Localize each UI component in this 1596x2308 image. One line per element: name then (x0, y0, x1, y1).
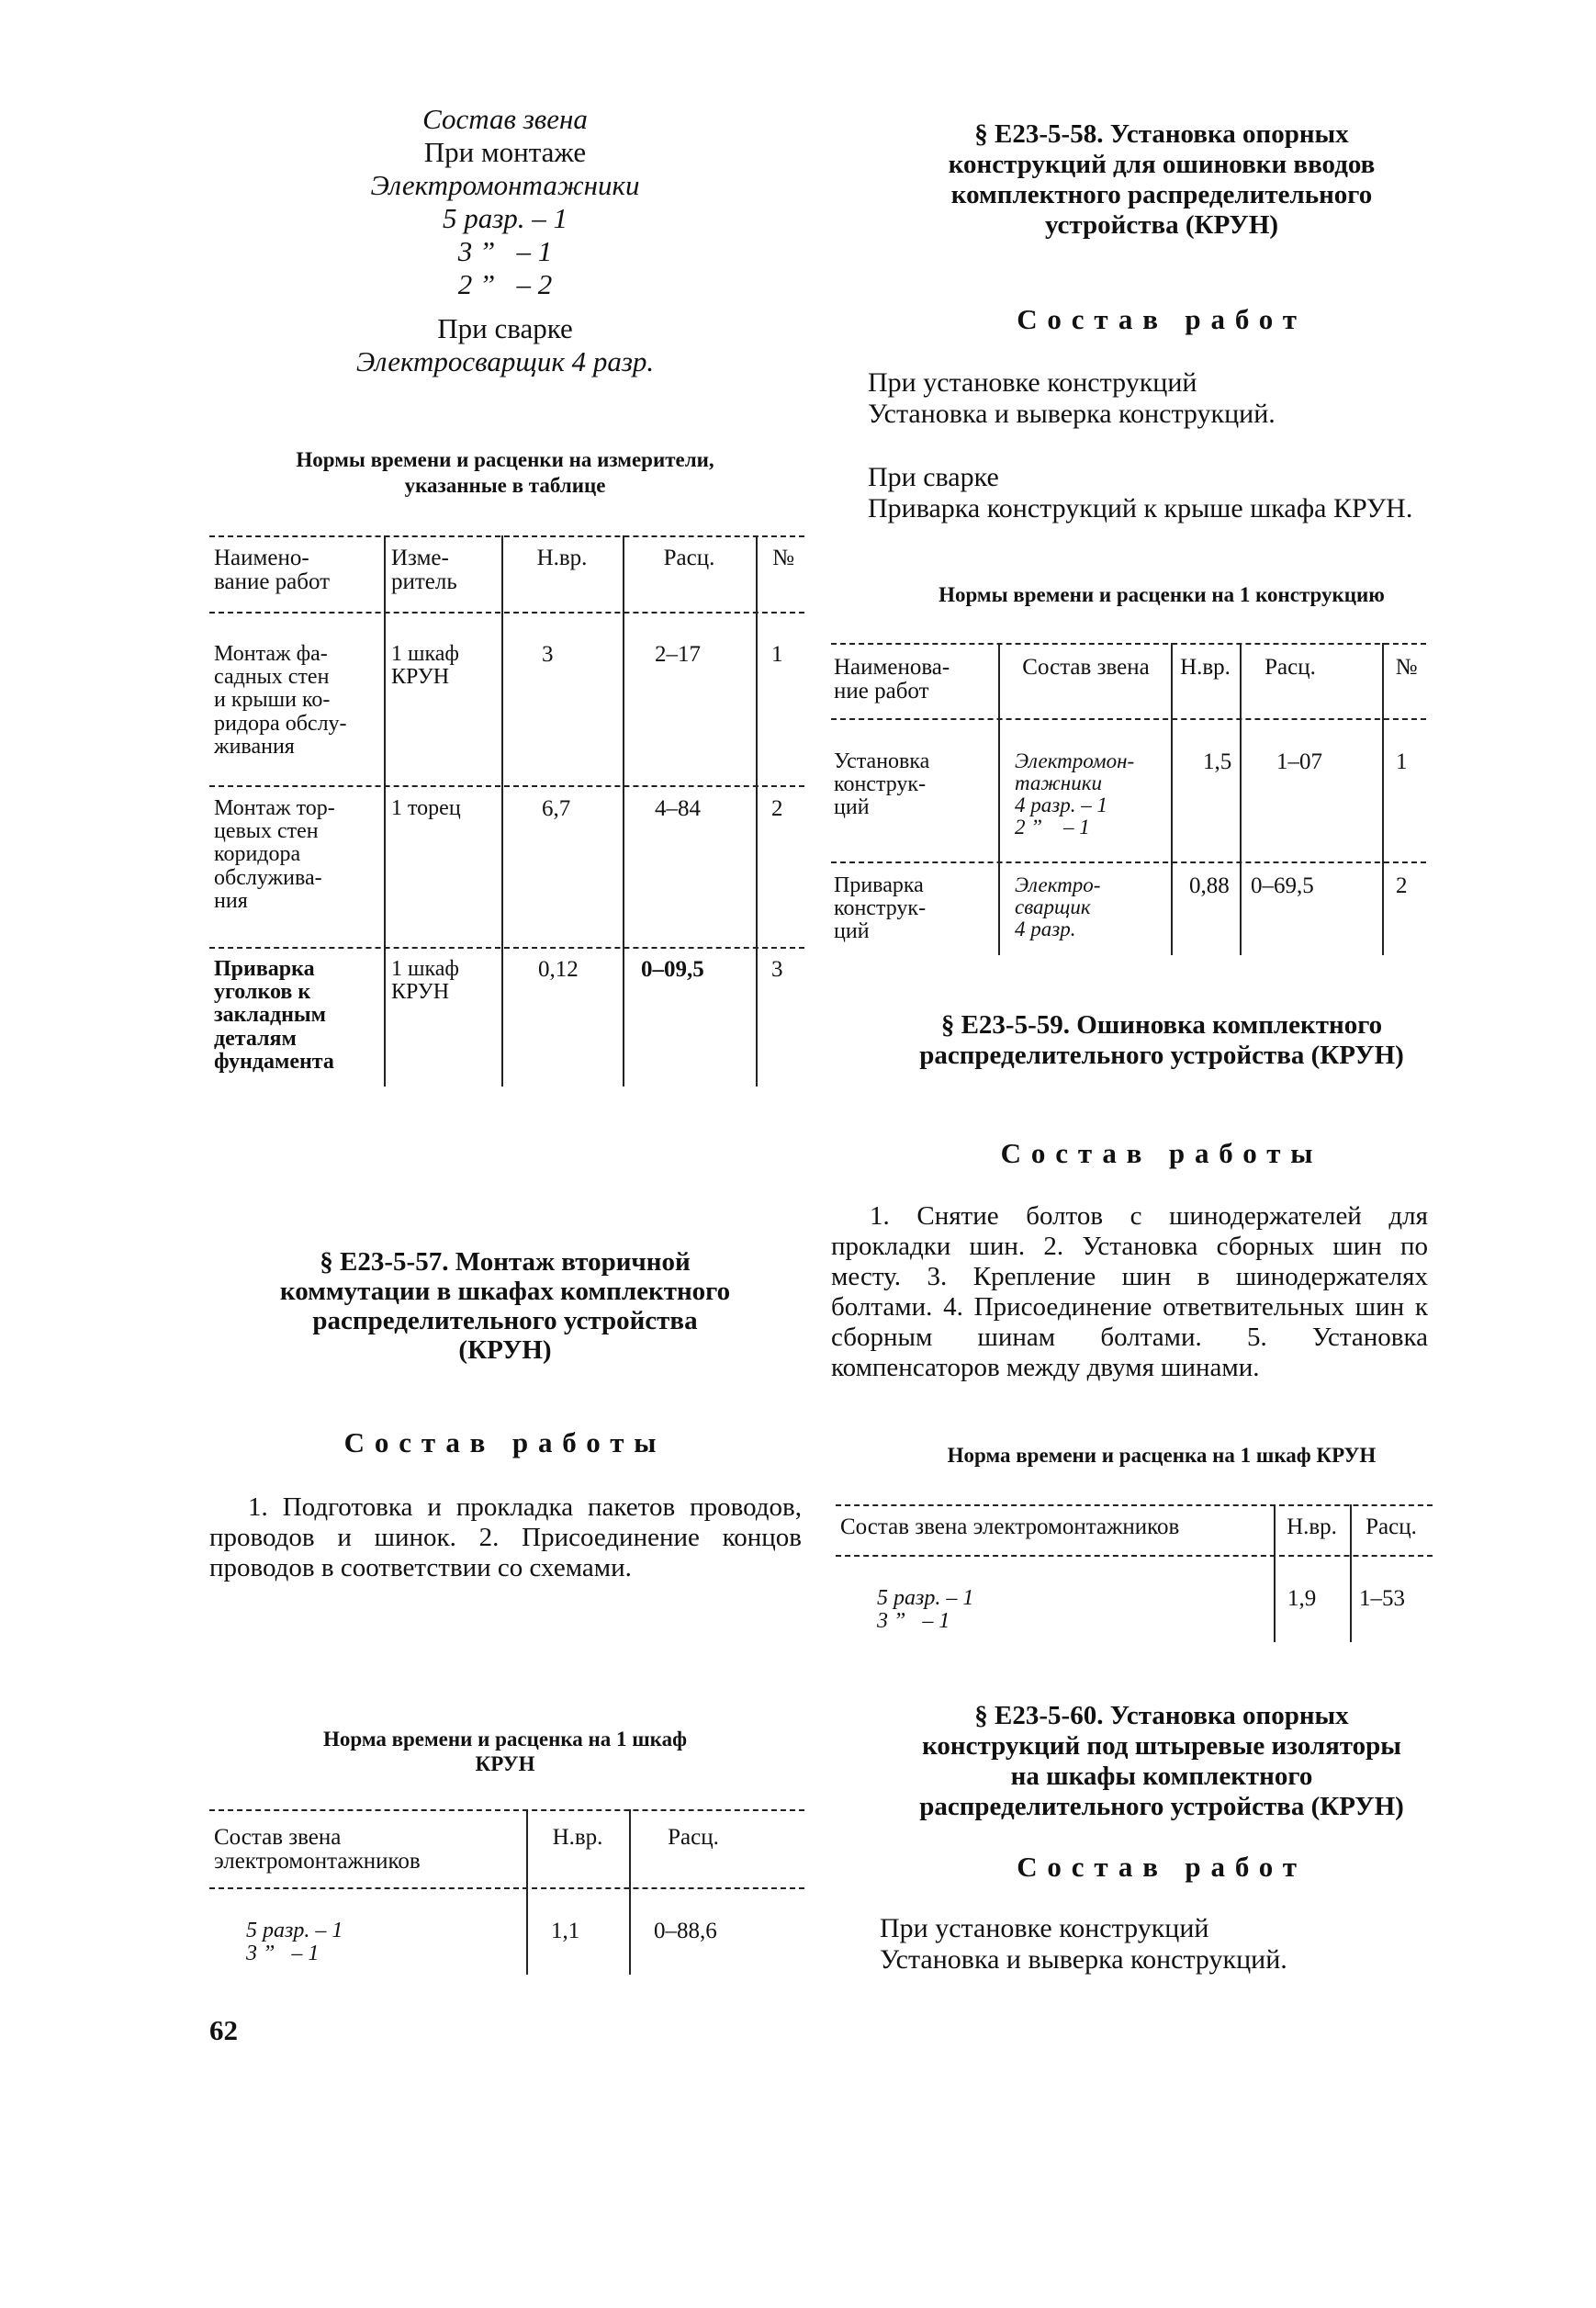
crew-line: 3 ” – 1 (457, 235, 553, 267)
section-57-work-heading: Состав работы (343, 1426, 667, 1458)
install-text: Установка и выверка конструкций. (880, 1944, 1287, 1975)
row-price: 2–17 (655, 642, 701, 667)
row-time: 6,7 (542, 796, 571, 821)
welding-label: При сварке (437, 312, 573, 344)
header-number: № (772, 546, 794, 570)
row-price: 0–88,6 (654, 1919, 717, 1943)
section-59-work-text: 1. Снятие болтов с шинодержателей для прокладки шин. 2. Установка сборных шин по месту. 3. Крепление шин в шинодержателях болтами. 4. Присоединение ответвительных шин к сборным шинам болтами. 5. Установка компенсаторов между двумя шинами. (831, 1201, 1428, 1382)
header-time: Н.вр. (1180, 655, 1231, 680)
row-time: 1,5 (1203, 749, 1232, 774)
row-name: Монтаж тор- цевых стен коридора обслужива- ния (214, 796, 335, 913)
weld-label: При сварке (868, 462, 999, 492)
row-price: 1–53 (1359, 1586, 1405, 1611)
crew-line: 2 ” – 2 (457, 268, 553, 300)
row-crew: 5 разр. – 1 3 ” – 1 (877, 1586, 974, 1634)
norms-table-2 (831, 643, 1426, 955)
section-59-norm-caption: Норма времени и расценка на 1 шкаф КРУН (947, 1444, 1377, 1467)
install-text: Установка и выверка конструкций. (868, 399, 1276, 429)
row-name: Приварка уголков к закладным деталям фундамента (214, 957, 334, 1074)
header-crew: Состав звена электромонтажников (840, 1514, 1180, 1539)
header-price: Расц. (1264, 655, 1316, 680)
header-crew: Состав звена (1022, 655, 1150, 680)
header-unit: Изме- ритель (391, 546, 457, 595)
row-name: Установка конструк- ций (834, 749, 930, 820)
section-58-norm-caption: Нормы времени и расценки на 1 конструкцию (938, 583, 1385, 606)
row-price: 0–09,5 (641, 957, 704, 982)
section-58-title: § Е23-5-58. Установка опорных конструкций для ошиновки вводов комплектного распределительного устройства (КРУН) (948, 119, 1376, 240)
header-time: Н.вр. (1287, 1514, 1337, 1539)
row-crew: 5 разр. – 1 3 ” – 1 (246, 1919, 343, 1966)
header-time: Н.вр. (536, 546, 588, 570)
norms-table-4 (836, 1504, 1433, 1642)
header-name: Наимено- вание работ (214, 546, 331, 595)
row-number: 2 (1396, 873, 1408, 898)
montage-label: При монтаже (423, 136, 587, 168)
row-time: 3 (542, 642, 554, 667)
crew-heading: Состав звена (422, 103, 588, 135)
row-price: 1–07 (1276, 749, 1322, 774)
weld-text: Приварка конструкций к крыше шкафа КРУН. (868, 493, 1413, 524)
header-name: Наименова- ние работ (834, 655, 950, 704)
section-57-title: § Е23-5-57. Монтаж вторичной коммутации в шкафах комплектного распределительного устройства (КРУН) (279, 1247, 731, 1365)
install-label: При установке конструкций (868, 367, 1197, 398)
section-59-work-heading: Состав работы (1000, 1137, 1323, 1169)
header-price: Расц. (668, 1825, 719, 1850)
row-unit: 1 торец (391, 796, 461, 820)
header-price: Расц. (663, 546, 715, 570)
norms-caption-line: указанные в таблице (404, 474, 606, 497)
row-unit: 1 шкаф КРУН (391, 957, 459, 1005)
row-price: 4–84 (655, 796, 701, 821)
row-number: 2 (771, 796, 783, 821)
section-58-work-heading: Состав работ (1017, 303, 1307, 335)
section-60-install-block (880, 1913, 1477, 1976)
section-57-work-text: 1. Подготовка и прокладка пакетов проводов, проводов и шинок. 2. Присоединение концов проводов в соответствии со схемами. (209, 1492, 802, 1582)
crew-line: 5 разр. – 1 (442, 202, 568, 234)
row-crew: Электромон- тажники 4 разр. – 1 2 ” – 1 (1015, 749, 1135, 839)
electricians-label: Электромонтажники (370, 169, 640, 201)
row-unit: 1 шкаф КРУН (391, 642, 459, 690)
header-time: Н.вр. (552, 1825, 603, 1850)
row-time: 1,9 (1287, 1586, 1317, 1611)
row-name: Монтаж фа- садных стен и крыши ко- ридора обслу- живания (214, 642, 347, 759)
row-crew: Электро- сварщик 4 разр. (1015, 873, 1101, 941)
section-59-title: § Е23-5-59. Ошиновка комплектного распределительного устройства (КРУН) (919, 1010, 1404, 1070)
row-time: 0,12 (538, 957, 579, 982)
page-number: 62 (209, 2014, 238, 2046)
section-57-norm-caption: Норма времени и расценка на 1 шкаф КРУН (323, 1728, 687, 1775)
section-58-weld-block (868, 462, 1430, 524)
norms-caption (211, 447, 799, 499)
section-60-title: § Е23-5-60. Установка опорных конструкций под штыревые изоляторы на шкафы комплектного распределительного устройства (КРУН) (919, 1701, 1404, 1821)
welder-label: Электросварщик 4 разр. (355, 345, 655, 377)
norms-caption-line: Нормы времени и расценки на измерители, (296, 448, 714, 471)
row-number: 1 (771, 642, 783, 667)
row-time: 1,1 (551, 1919, 580, 1943)
header-number: № (1395, 655, 1418, 680)
row-time: 0,88 (1189, 873, 1230, 898)
norms-table-3 (209, 1809, 804, 1975)
row-name: Приварка конструк- ций (834, 873, 927, 944)
crew-composition-block (202, 103, 808, 378)
header-crew: Состав звена электромонтажников (214, 1825, 421, 1875)
row-number: 1 (1396, 749, 1408, 774)
section-58-install-block (868, 367, 1474, 430)
row-number: 3 (771, 957, 783, 982)
section-60-work-heading: Состав работ (1017, 1851, 1307, 1883)
install-label: При установке конструкций (880, 1913, 1209, 1943)
header-price: Расц. (1366, 1514, 1417, 1539)
row-price: 0–69,5 (1251, 873, 1314, 898)
norms-table-1 (209, 535, 804, 1086)
